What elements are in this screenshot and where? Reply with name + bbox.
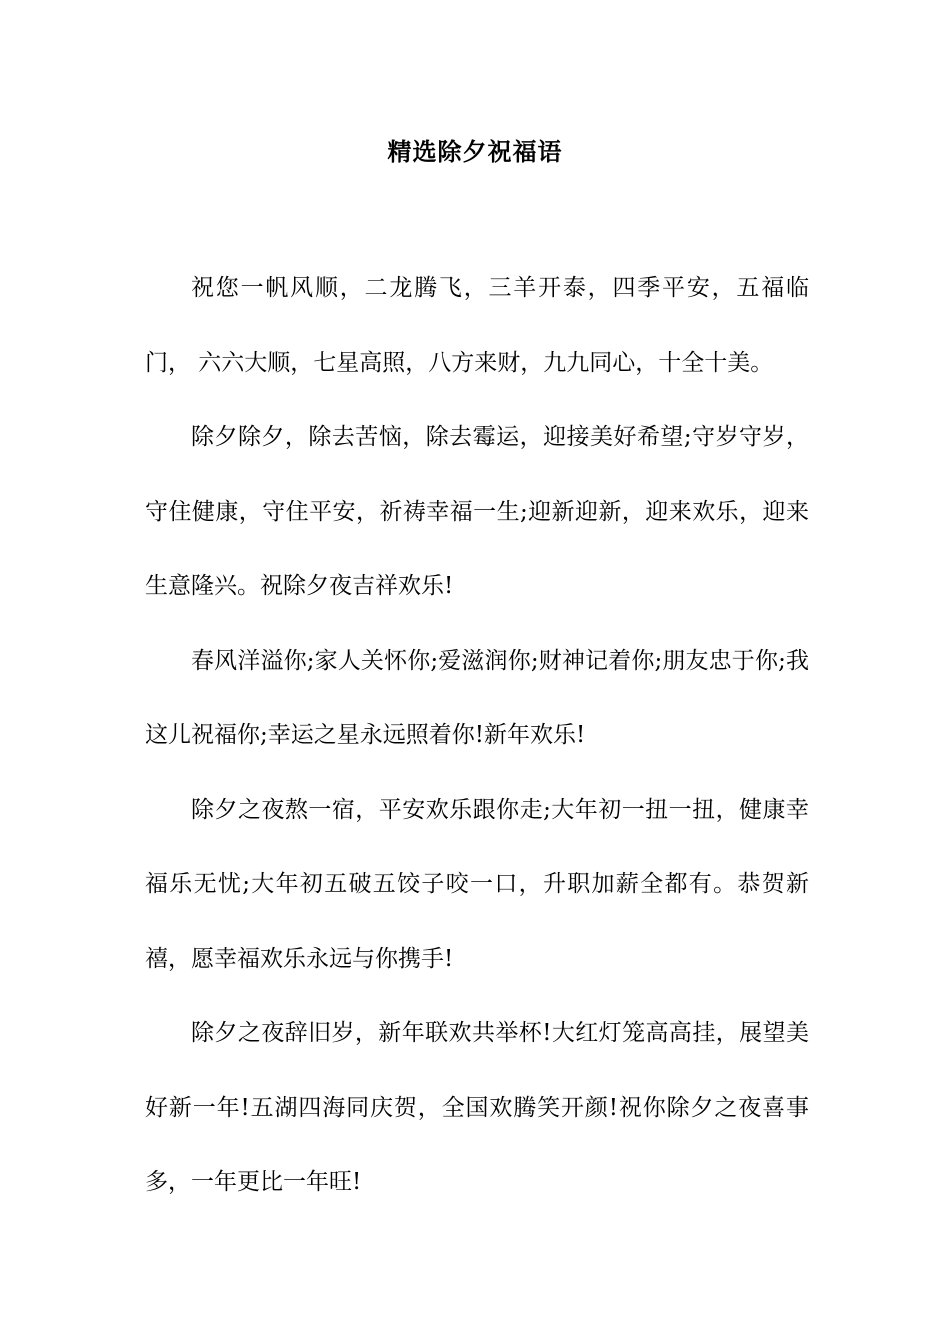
paragraph-2: 除夕除夕，除去苦恼，除去霉运，迎接美好希望;守岁守岁，守住健康，守住平安，祈祷幸福一生;迎新迎新，迎来欢乐，迎来生意隆兴。祝除夕夜吉祥欢乐! <box>145 424 809 599</box>
paragraph-1: 祝您一帆风顺，二龙腾飞，三羊开泰，四季平安，五福临门， 六六大顺，七星高照，八方来财，九九同心，十全十美。 <box>145 275 809 376</box>
paragraph-4: 除夕之夜熬一宿，平安欢乐跟你走;大年初一扭一扭，健康幸福乐无忧;大年初五破五饺子咬一口，升职加薪全都有。恭贺新禧，愿幸福欢乐永远与你携手! <box>145 796 809 972</box>
paragraph-3: 春风洋溢你;家人关怀你;爱滋润你;财神记着你;朋友忠于你;我这儿祝福你;幸运之星永远照着你!新年欢乐! <box>145 647 809 748</box>
paragraph-5: 除夕之夜辞旧岁，新年联欢共举杯!大红灯笼高高挂，展望美好新一年!五湖四海同庆贺，全国欢腾笑开颜!祝你除夕之夜喜事多，一年更比一年旺! <box>145 1020 809 1195</box>
document-title: 精选除夕祝福语 <box>387 137 563 166</box>
document-body <box>145 251 809 1220</box>
